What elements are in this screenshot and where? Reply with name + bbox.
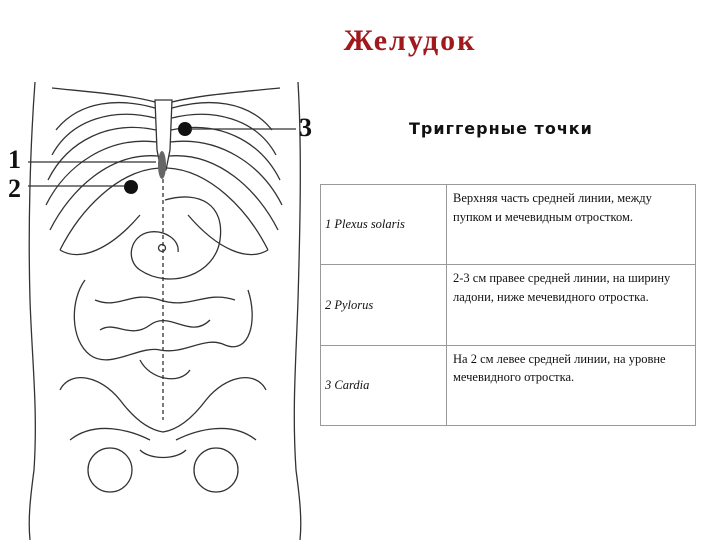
callout-label-3: 3 [299, 113, 312, 142]
slide-subtitle: Триггерные точки [409, 119, 593, 138]
callout-label-1: 1 [8, 145, 21, 174]
trigger-point-description: Верхняя часть средней линии, между пупком и мечевидным отростком. [447, 185, 696, 265]
trigger-point-name: 1 Plexus solaris [321, 185, 447, 265]
table-row [321, 345, 696, 425]
trigger-point-description: На 2 см левее средней линии, на уровне мечевидного отростка. [447, 345, 696, 425]
stomach-outline [131, 197, 220, 279]
table-row [321, 185, 696, 265]
trigger-point-name: 2 Pylorus [321, 265, 447, 345]
trigger-points-table [320, 184, 696, 426]
callout-label-2: 2 [8, 174, 21, 203]
torso-anatomy-illustration [0, 70, 315, 540]
table-row [321, 265, 696, 345]
trigger-point-description: 2-3 см правее средней линии, на ширину ладони, ниже мечевидного отростка. [447, 265, 696, 345]
trigger-point-name: 3 Cardia [321, 345, 447, 425]
trigger-point-1 [158, 151, 166, 179]
slide-title: Желудок [343, 24, 477, 57]
trigger-point-3 [178, 122, 192, 136]
torso-outline [294, 82, 300, 540]
torso-outline [29, 82, 35, 540]
trigger-point-2 [124, 180, 138, 194]
